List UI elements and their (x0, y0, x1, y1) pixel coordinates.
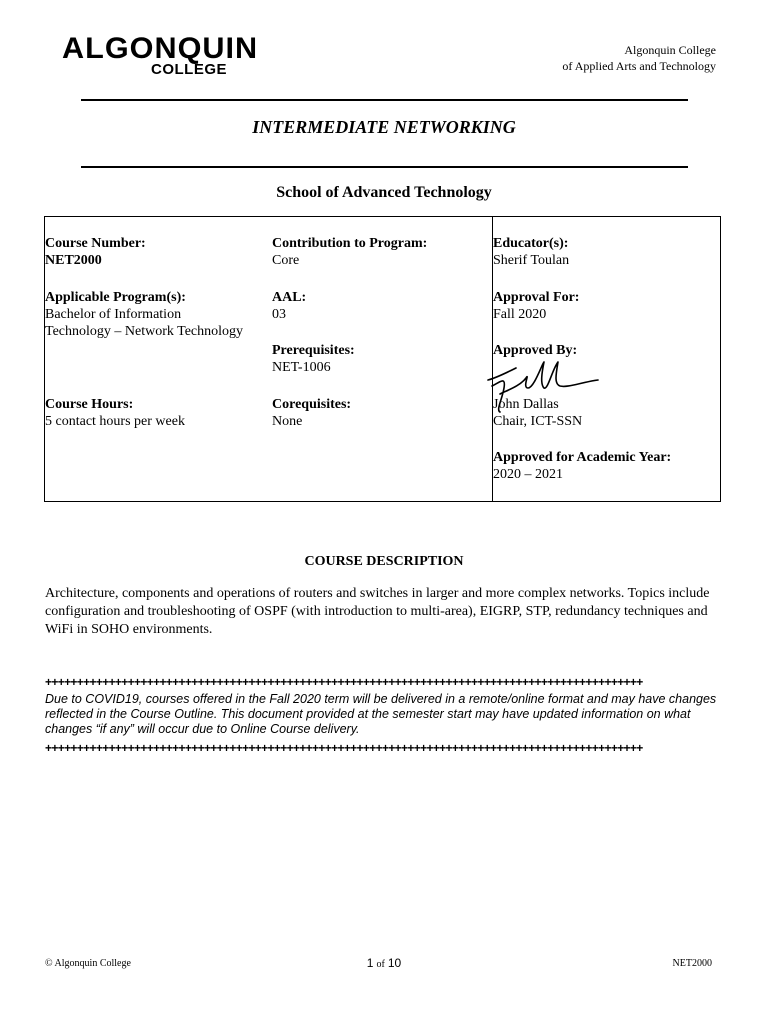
approver-name: John Dallas (493, 397, 559, 412)
educators-field (493, 235, 569, 269)
corequisites-value: None (272, 414, 303, 429)
footer-course-code: NET2000 (672, 958, 712, 969)
notice-divider-top: ++++++++++++++++++++++++++++++++++++++++++++++++++++++++++++++++++++++++++++++++++++++++++++++ (45, 675, 643, 689)
college-logo (62, 32, 259, 78)
approval-for-field (493, 289, 579, 323)
educators-label: Educator(s): (493, 236, 569, 251)
course-number-field (45, 235, 146, 269)
approved-by-label: Approved By: (493, 343, 578, 358)
prerequisites-label: Prerequisites: (272, 343, 355, 358)
programs-label: Applicable Program(s): (45, 290, 186, 305)
aal-field (272, 289, 306, 323)
approved-by-field (493, 342, 577, 359)
course-description-text: Architecture, components and operations of routers and switches in larger and more complex networks. Topics include configuration and troubleshooting of OSPF (with introduction to multi-area), EIGRP, STP, redundancy techniques and WiFi in SOHO environments. (45, 586, 710, 637)
page-total: 10 (387, 956, 402, 970)
contribution-label: Contribution to Program: (272, 236, 428, 251)
page-current: 1 (366, 956, 374, 970)
contribution-field (272, 235, 427, 269)
academic-year-field (493, 449, 671, 483)
college-subtitle: of Applied Arts and Technology (562, 59, 716, 73)
covid-notice: Due to COVID19, courses offered in the Fall 2020 term will be delivered in a remote/online format and may have changes reflected in the Course Outline. This document provided at the semester start may have updated information on what changes “if any” will occur due to Online Course delivery. (45, 692, 717, 736)
page-of: of (376, 959, 385, 970)
approval-for-value: Fall 2020 (493, 307, 547, 322)
notice-divider-bottom: ++++++++++++++++++++++++++++++++++++++++++++++++++++++++++++++++++++++++++++++++++++++++++++++ (45, 741, 643, 755)
programs-field (45, 289, 243, 340)
approver-field (493, 396, 582, 430)
aal-value: 03 (272, 307, 286, 322)
title-rule-top (81, 99, 688, 101)
hours-field (45, 396, 185, 430)
corequisites-field (272, 396, 351, 430)
corequisites-label: Corequisites: (272, 397, 352, 412)
prerequisites-value: NET-1006 (272, 360, 331, 375)
title-rule-bottom (81, 166, 688, 168)
college-name: Algonquin College (624, 43, 716, 57)
footer-copyright: © Algonquin College (45, 958, 131, 969)
hours-value: 5 contact hours per week (45, 414, 185, 429)
academic-year-value: 2020 – 2021 (493, 467, 563, 482)
aal-label: AAL: (272, 290, 307, 305)
course-description-heading: COURSE DESCRIPTION (304, 554, 464, 569)
college-address (562, 42, 716, 74)
approver-title: Chair, ICT-SSN (493, 414, 583, 429)
logo-subtitle: COLLEGE (151, 61, 228, 78)
programs-value-line-2: Technology – Network Technology (45, 324, 244, 339)
course-number-value: NET2000 (45, 253, 102, 268)
academic-year-label: Approved for Academic Year: (493, 450, 672, 465)
programs-value-line-1: Bachelor of Information (45, 307, 182, 322)
course-number-label: Course Number: (45, 236, 146, 251)
contribution-value: Core (272, 253, 300, 268)
footer-page-number (0, 956, 768, 971)
approval-for-label: Approval For: (493, 290, 580, 305)
hours-label: Course Hours: (45, 397, 134, 412)
prerequisites-field (272, 342, 355, 376)
logo-wordmark: ALGONQUIN (62, 32, 259, 65)
course-title: INTERMEDIATE NETWORKING (252, 117, 516, 137)
educators-value: Sherif Toulan (493, 253, 570, 268)
school-name: School of Advanced Technology (276, 184, 492, 201)
